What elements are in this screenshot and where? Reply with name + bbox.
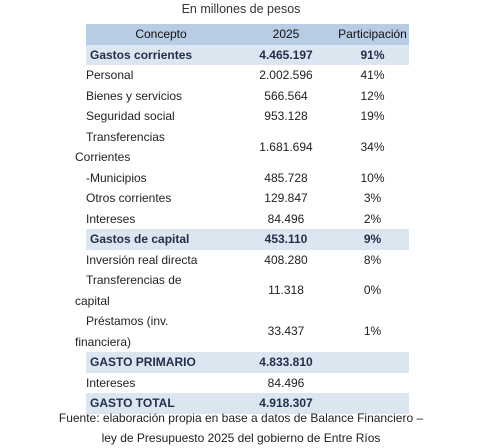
row-concept-line2: financiera) xyxy=(75,334,132,349)
row-concept: -Municipios xyxy=(86,170,147,185)
row-value: 453.110 xyxy=(264,232,308,246)
row-concept xyxy=(75,270,236,311)
row-share: 8% xyxy=(363,252,382,267)
row-concept-line2: capital xyxy=(75,293,110,308)
table-row xyxy=(86,106,409,127)
row-share: 19% xyxy=(360,109,385,123)
row-value: 4.465.197 xyxy=(259,47,313,62)
row-concept xyxy=(75,311,236,352)
row-concept: Personal xyxy=(86,68,134,82)
row-concept: Bienes y servicios xyxy=(86,88,183,103)
row-value: 11.318 xyxy=(268,283,304,298)
row-concept: Gastos corrientes xyxy=(90,47,193,62)
row-value: 2.002.596 xyxy=(259,68,313,82)
row-share: 34% xyxy=(360,139,385,154)
row-share: 0% xyxy=(363,283,382,298)
row-concept: GASTO TOTAL xyxy=(90,396,175,410)
row-value: 4.833.810 xyxy=(259,355,313,369)
row-concept: Gastos de capital xyxy=(90,232,190,246)
row-share: 9% xyxy=(363,232,382,246)
row-concept-line1: Transferencias xyxy=(86,129,165,144)
row-share xyxy=(336,352,409,373)
table-row xyxy=(86,168,409,189)
row-share: 41% xyxy=(360,68,385,82)
table-row xyxy=(86,86,409,107)
row-value: 1.681.694 xyxy=(259,139,313,154)
row-share: 2% xyxy=(363,211,382,226)
row-concept xyxy=(75,127,236,168)
row-concept: Intereses xyxy=(86,211,136,226)
row-share: 91% xyxy=(360,47,385,62)
source-note-line2: ley de Presupuesto 2025 del gobierno de Entre Ríos xyxy=(101,431,381,445)
table-row-gastos-de-capital xyxy=(86,229,409,250)
row-concept: Intereses xyxy=(86,375,136,390)
row-value: 566.564 xyxy=(264,88,308,103)
row-value: 953.128 xyxy=(264,109,308,123)
header-share: Participación xyxy=(338,27,407,41)
table-row xyxy=(86,250,409,271)
row-value: 408.280 xyxy=(264,252,308,267)
row-value: 4.918.307 xyxy=(259,396,313,410)
table-row xyxy=(86,270,409,311)
row-value: 129.847 xyxy=(264,191,308,205)
row-value: 84.496 xyxy=(267,211,305,226)
table-row xyxy=(86,65,409,86)
table-subtitle: En millones de pesos xyxy=(181,2,301,16)
row-value: 33.437 xyxy=(267,324,305,339)
row-concept: Otros corrientes xyxy=(86,191,172,205)
table-row-gasto-primario xyxy=(86,352,409,373)
row-share: 1% xyxy=(363,324,382,339)
row-concept-line2: Corrientes xyxy=(75,150,131,164)
row-share: 12% xyxy=(360,88,385,103)
row-concept: GASTO PRIMARIO xyxy=(90,355,196,369)
table-row xyxy=(86,373,409,394)
source-note-line1: Fuente: elaboración propia en base a datos de Balance Financiero – xyxy=(58,411,424,425)
table-header-row xyxy=(86,24,409,45)
header-concept: Concepto xyxy=(135,27,187,41)
row-share xyxy=(336,373,409,394)
row-share: 10% xyxy=(360,170,385,185)
row-concept-line1: Préstamos (inv. xyxy=(86,314,169,328)
row-value: 485.728 xyxy=(264,170,308,185)
table-row xyxy=(86,127,409,168)
row-concept: Inversión real directa xyxy=(86,252,198,267)
row-share: 3% xyxy=(363,191,382,205)
row-value: 84.496 xyxy=(267,375,305,390)
table-row xyxy=(86,311,409,352)
header-year: 2025 xyxy=(272,27,300,41)
table-row xyxy=(86,209,409,230)
budget-table xyxy=(75,24,409,414)
table-row-gastos-corrientes xyxy=(86,45,409,66)
row-concept-line1: Transferencias de xyxy=(86,273,182,287)
table-row xyxy=(86,188,409,209)
row-concept: Seguridad social xyxy=(86,109,175,123)
